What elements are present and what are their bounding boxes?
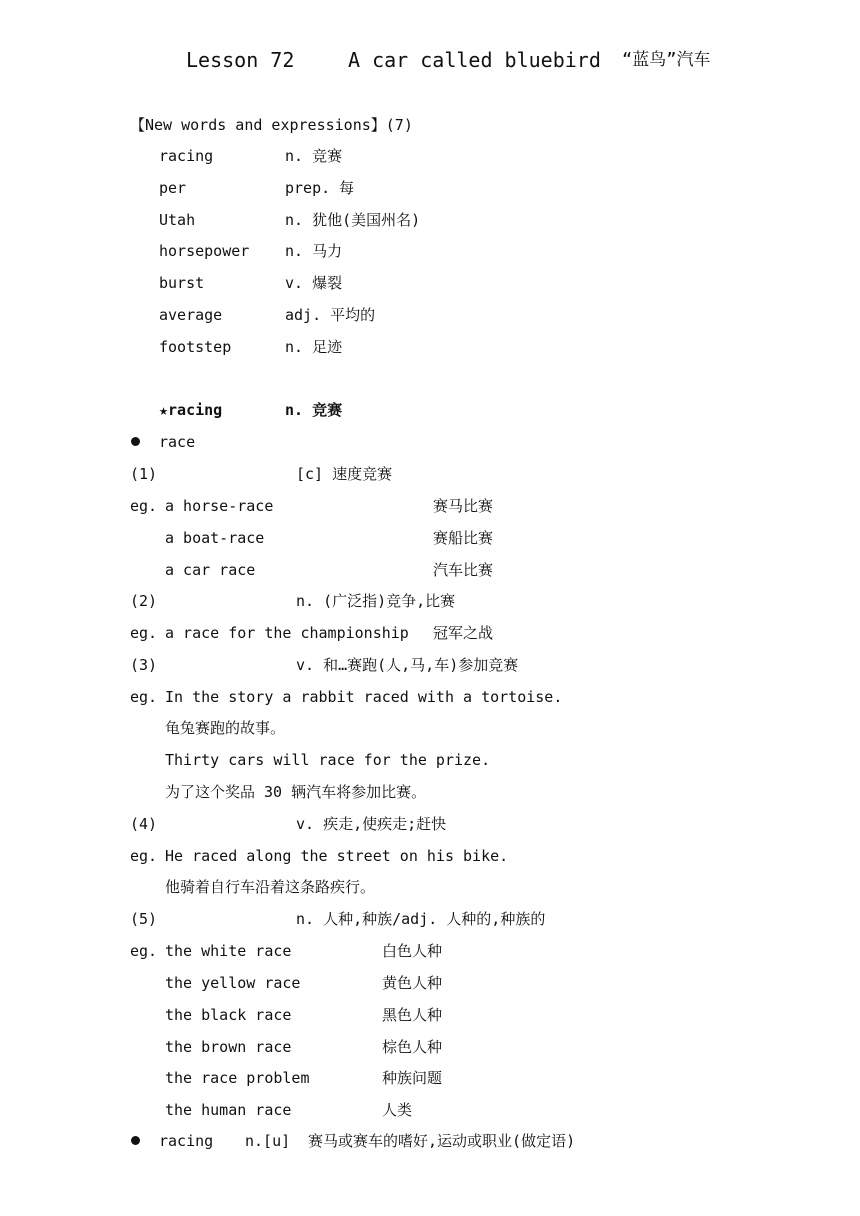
example-zh: 黄色人种 [382, 974, 443, 992]
eg-label: eg. [130, 497, 158, 515]
example-en: He raced along the street on his bike. [165, 847, 509, 865]
bullet-icon [131, 1136, 140, 1145]
example-zh: 赛马比赛 [433, 497, 494, 515]
bullet-icon [131, 437, 140, 446]
example-en: In the story a rabbit raced with a tortoise. [165, 688, 563, 706]
example-en: the black race [165, 1006, 292, 1024]
sense-number: (4) [130, 815, 158, 833]
example-zh: 汽车比赛 [433, 561, 494, 579]
vocab-definition: n. 犹他(美国州名) [285, 211, 421, 229]
sense-number: (1) [130, 465, 158, 483]
eg-label: eg. [130, 942, 158, 960]
example-en: a horse-race [165, 497, 274, 515]
example-en: a race for the championship [165, 624, 409, 642]
star-entry-definition: n. 竞赛 [285, 401, 343, 419]
sense-number: (3) [130, 656, 158, 674]
vocab-word: racing [159, 147, 214, 165]
entry-word-racing: racing [159, 1132, 214, 1150]
vocab-heading: 【New words and expressions】(7) [130, 116, 413, 134]
example-zh: 为了这个奖品 30 辆汽车将参加比赛。 [165, 783, 427, 801]
sense-definition: [c] 速度竞赛 [296, 465, 393, 483]
vocab-definition: adj. 平均的 [285, 306, 376, 324]
lesson-title-chinese: “蓝鸟”汽车 [622, 50, 711, 70]
sense-definition: n. 人种,种族/adj. 人种的,种族的 [296, 910, 546, 928]
example-en: Thirty cars will race for the prize. [165, 751, 491, 769]
vocab-word: burst [159, 274, 205, 292]
example-zh: 龟兔赛跑的故事。 [165, 719, 286, 737]
example-zh: 白色人种 [382, 942, 443, 960]
vocab-definition: v. 爆裂 [285, 274, 343, 292]
entry-pos: n.[u] [245, 1132, 291, 1150]
vocab-word: average [159, 306, 223, 324]
example-zh: 人类 [382, 1101, 413, 1119]
example-zh: 种族问题 [382, 1069, 443, 1087]
example-en: the brown race [165, 1038, 292, 1056]
sense-definition: v. 和…赛跑(人,马,车)参加竞赛 [296, 656, 519, 674]
vocab-definition: n. 马力 [285, 242, 343, 260]
star-entry-word: ★racing [159, 401, 223, 419]
eg-label: eg. [130, 847, 158, 865]
sense-definition: n. (广泛指)竞争,比赛 [296, 592, 456, 610]
entry-definition: 赛马或赛车的嗜好,运动或职业(做定语) [308, 1132, 576, 1150]
lesson-number: Lesson 72 [186, 48, 295, 72]
sense-number: (5) [130, 910, 158, 928]
example-zh: 棕色人种 [382, 1038, 443, 1056]
vocab-definition: prep. 每 [285, 179, 355, 197]
example-zh: 冠军之战 [433, 624, 494, 642]
example-en: the yellow race [165, 974, 301, 992]
vocab-word: per [159, 179, 187, 197]
example-zh: 赛船比赛 [433, 529, 494, 547]
lesson-title: A car called bluebird [348, 48, 601, 72]
example-en: a car race [165, 561, 256, 579]
vocab-word: footstep [159, 338, 232, 356]
sense-definition: v. 疾走,使疾走;赶快 [296, 815, 447, 833]
sense-number: (2) [130, 592, 158, 610]
entry-word-race: race [159, 433, 196, 451]
example-zh: 黑色人种 [382, 1006, 443, 1024]
example-en: the white race [165, 942, 292, 960]
example-zh: 他骑着自行车沿着这条路疾行。 [165, 878, 376, 896]
eg-label: eg. [130, 688, 158, 706]
eg-label: eg. [130, 624, 158, 642]
vocab-word: horsepower [159, 242, 250, 260]
vocab-word: Utah [159, 211, 196, 229]
example-en: the human race [165, 1101, 292, 1119]
vocab-definition: n. 足迹 [285, 338, 343, 356]
example-en: the race problem [165, 1069, 310, 1087]
example-en: a boat-race [165, 529, 265, 547]
vocab-definition: n. 竞赛 [285, 147, 343, 165]
